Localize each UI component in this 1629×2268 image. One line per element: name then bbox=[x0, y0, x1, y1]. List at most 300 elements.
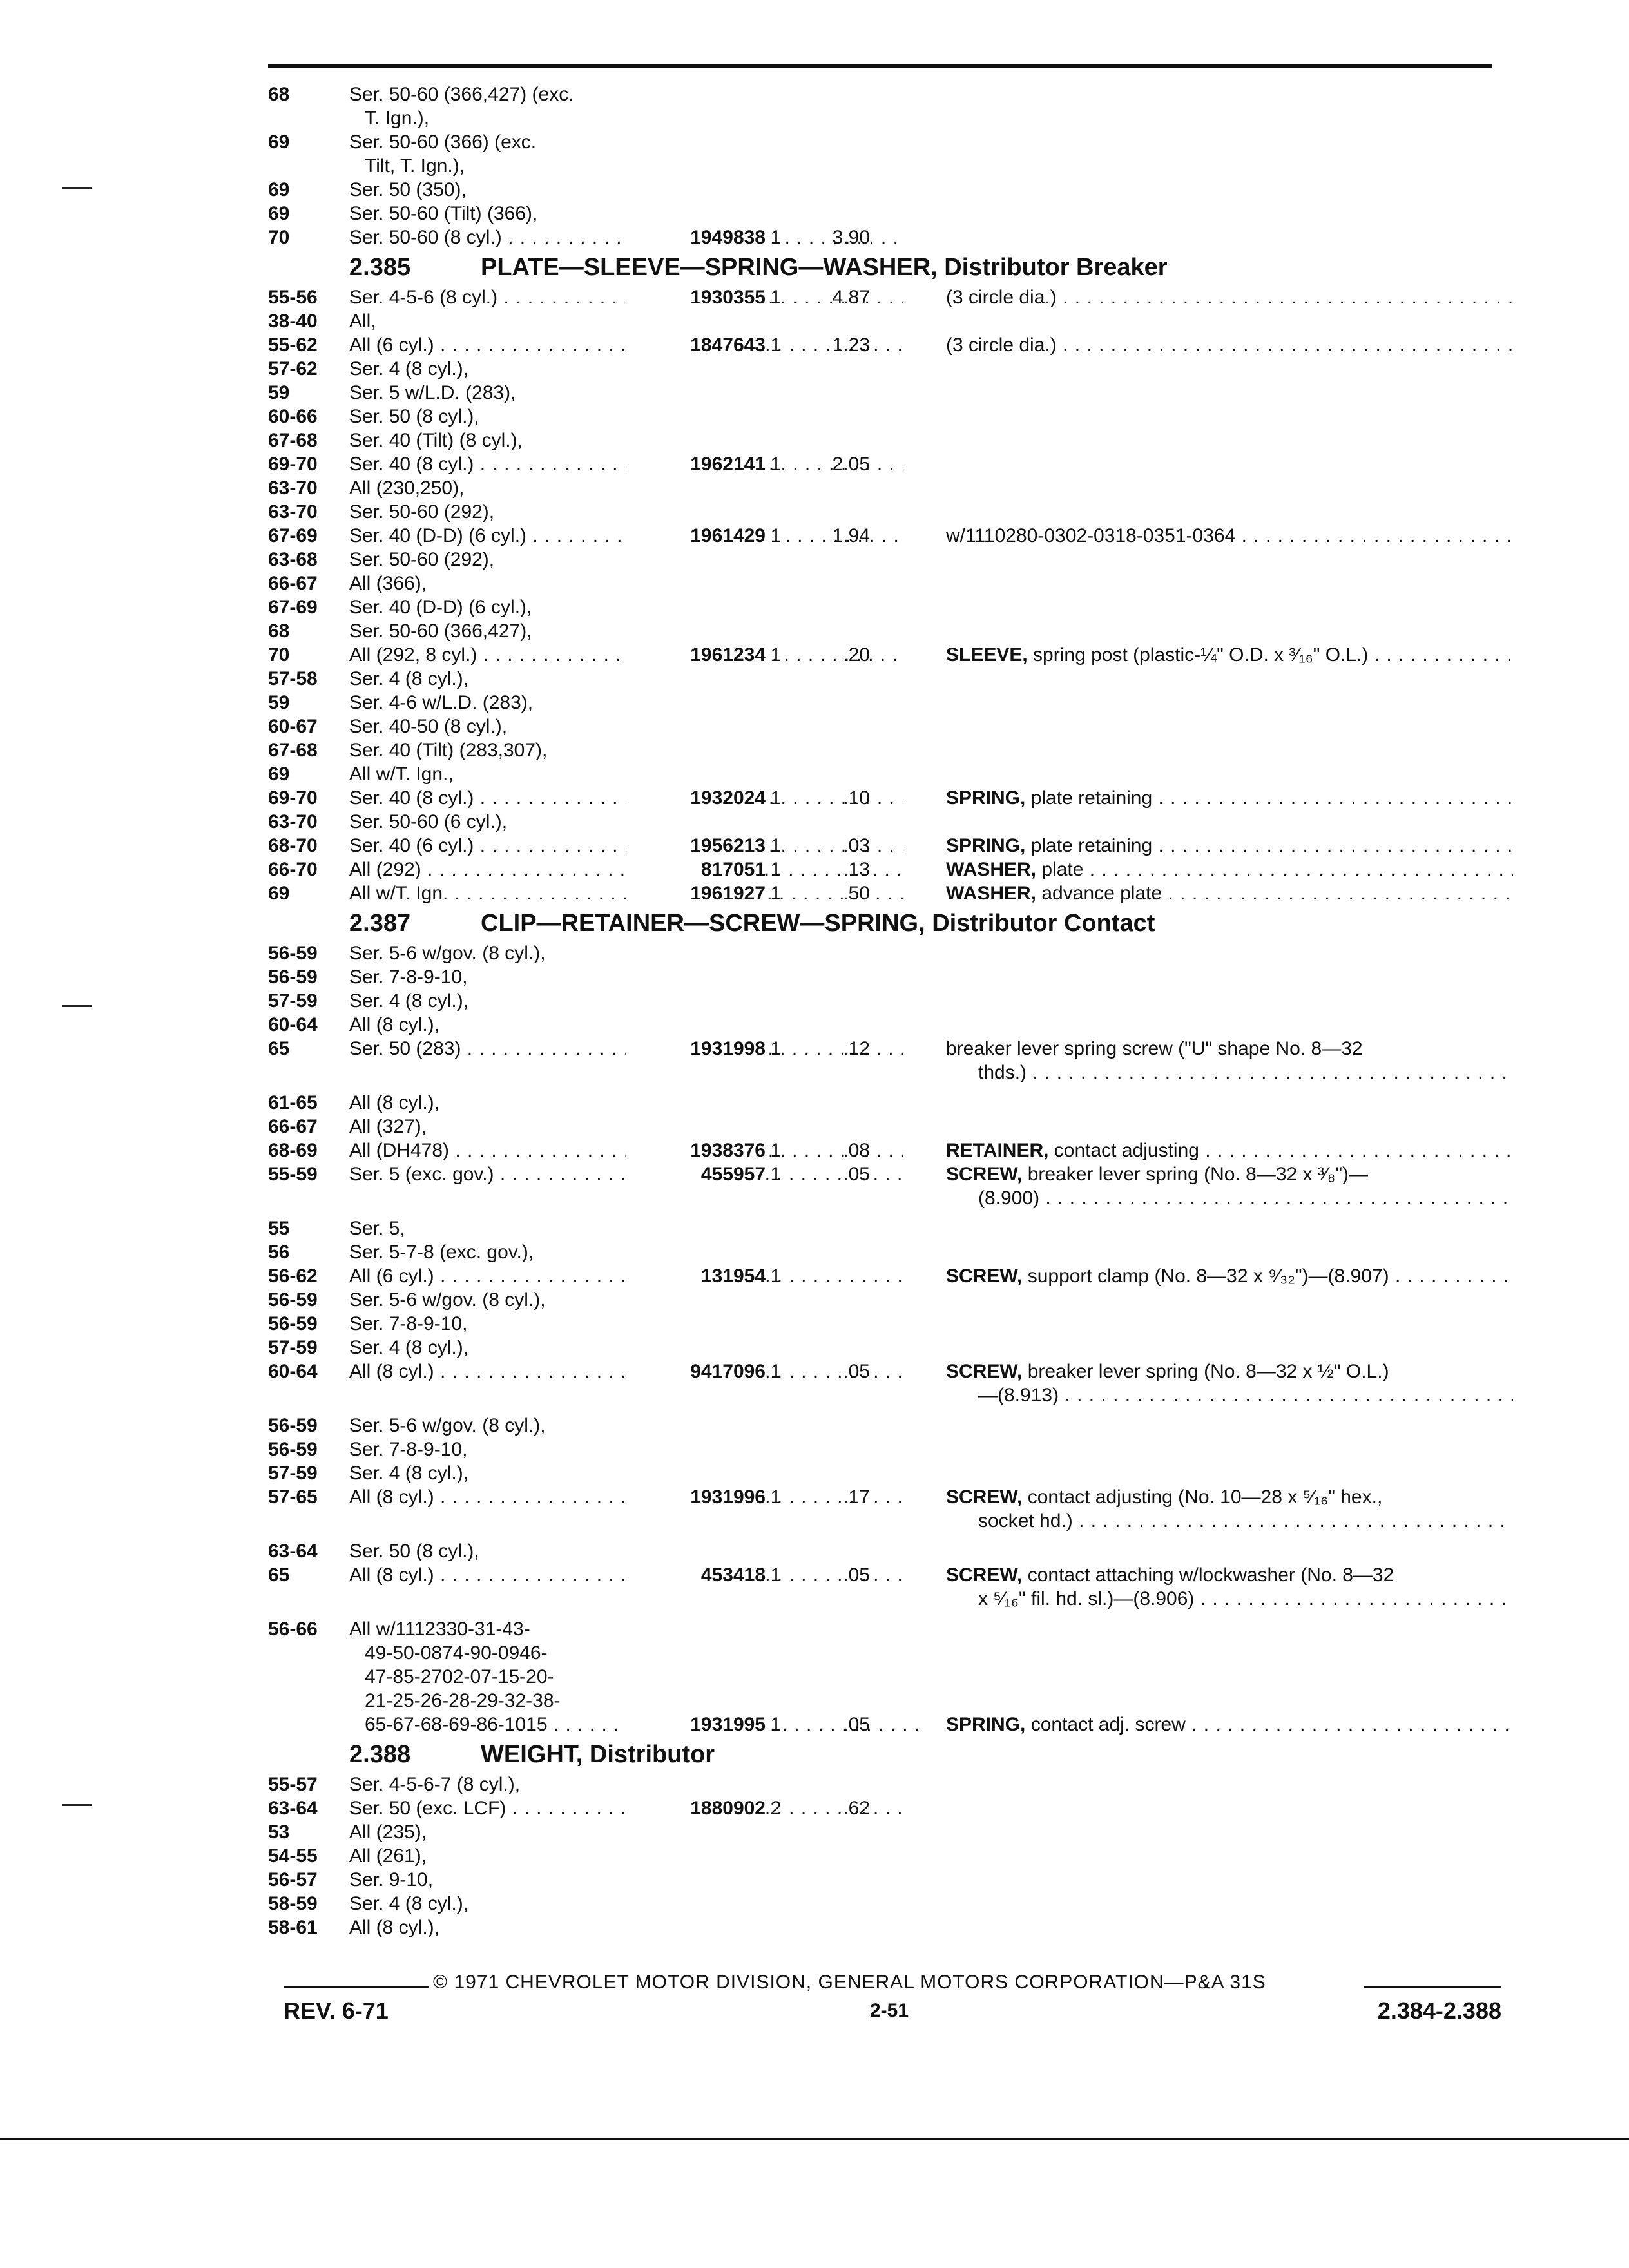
quantity: 1 bbox=[770, 1486, 782, 1508]
model-year: 69 bbox=[268, 131, 290, 153]
model-year: 61-65 bbox=[268, 1092, 318, 1113]
section-number: 2.388 bbox=[349, 1741, 411, 1768]
application: Ser. 40 (8 cyl.) . . . bbox=[349, 786, 903, 810]
table-row bbox=[268, 989, 1512, 1013]
model-year: 55-57 bbox=[268, 1774, 318, 1795]
description bbox=[946, 1162, 1513, 1186]
table-row bbox=[268, 1216, 1512, 1240]
price: 2.05 bbox=[832, 454, 870, 475]
part-name: SCREW, bbox=[946, 1361, 1023, 1382]
application: All (8 cyl.), bbox=[349, 1917, 440, 1938]
application: T. Ign.), bbox=[365, 108, 430, 129]
table-row bbox=[268, 309, 1512, 333]
model-year: 56-59 bbox=[268, 966, 318, 988]
part-number: 1961429 bbox=[626, 524, 766, 548]
quantity: 1 bbox=[770, 787, 782, 809]
description bbox=[946, 1563, 1513, 1587]
table-row bbox=[268, 1665, 1512, 1689]
model-year: 56-62 bbox=[268, 1265, 318, 1287]
part-name: SCREW, bbox=[946, 1564, 1023, 1586]
model-year: 56-57 bbox=[268, 1869, 318, 1890]
quantity: 1 bbox=[770, 835, 782, 856]
model-year: 60-64 bbox=[268, 1361, 318, 1382]
quantity: 1 bbox=[770, 1140, 782, 1161]
application: Ser. 50 (8 cyl.), bbox=[349, 1541, 479, 1562]
table-row bbox=[268, 1773, 1512, 1796]
application: Ser. 50-60 (366) (exc. bbox=[349, 131, 537, 153]
table-row bbox=[268, 1689, 1512, 1713]
model-year: 69-70 bbox=[268, 787, 318, 809]
table-row bbox=[268, 1312, 1512, 1336]
quantity: 1 bbox=[770, 859, 782, 880]
table-row bbox=[268, 1037, 1512, 1061]
table-row bbox=[268, 226, 1512, 249]
quantity: 1 bbox=[770, 227, 782, 248]
part-name: SPRING, bbox=[946, 787, 1026, 809]
price: .08 bbox=[843, 1140, 870, 1161]
application: All (8 cyl.), bbox=[349, 1092, 440, 1113]
description-text: breaker lever spring (No. 8—32 x ³⁄₈")— bbox=[1022, 1164, 1368, 1185]
top-rule bbox=[268, 64, 1492, 68]
section-title: WEIGHT, Distributor bbox=[481, 1741, 715, 1768]
table-row bbox=[268, 1892, 1512, 1916]
page-number: 2-51 bbox=[870, 2000, 909, 2021]
part-name: SLEEVE, bbox=[946, 644, 1028, 666]
table-row bbox=[268, 1360, 1512, 1383]
model-year: 69-70 bbox=[268, 454, 318, 475]
table-row-continuation bbox=[268, 1186, 1512, 1210]
application: Ser. 50 (exc. LCF) . . . bbox=[349, 1796, 903, 1820]
application: 21-25-26-28-29-32-38- bbox=[365, 1690, 561, 1711]
price: .10 bbox=[843, 787, 870, 809]
section-range: 2.384-2.388 bbox=[1377, 1997, 1501, 2024]
model-year: 63-64 bbox=[268, 1541, 318, 1562]
application: All w/1112330-31-43- bbox=[349, 1619, 530, 1640]
table-row-continuation bbox=[268, 1509, 1512, 1533]
table-row bbox=[268, 524, 1512, 548]
part-name: RETAINER, bbox=[946, 1140, 1049, 1161]
table-row bbox=[268, 1115, 1512, 1139]
section-s2388 bbox=[268, 1736, 1512, 1939]
part-number: 1880902 bbox=[626, 1796, 766, 1820]
application: All (6 cyl.) . . . bbox=[349, 333, 903, 357]
table-row bbox=[268, 82, 1512, 106]
part-name: SPRING, bbox=[946, 1714, 1026, 1735]
description-text: contact attaching w/lockwasher (No. 8—32 bbox=[1022, 1564, 1394, 1586]
table-row bbox=[268, 810, 1512, 834]
model-year: 69 bbox=[268, 883, 290, 904]
application: Ser. 9-10, bbox=[349, 1869, 434, 1890]
model-year: 67-68 bbox=[268, 430, 318, 451]
table-row bbox=[268, 1414, 1512, 1437]
table-row bbox=[268, 1264, 1512, 1288]
table-row bbox=[268, 1868, 1512, 1892]
table-row bbox=[268, 500, 1512, 524]
application: Ser. 5-6 w/gov. (8 cyl.), bbox=[349, 1415, 546, 1436]
part-number: 1931996 bbox=[626, 1485, 766, 1509]
application: All (DH478) . . . bbox=[349, 1139, 903, 1162]
application: Ser. 40 (Tilt) (8 cyl.), bbox=[349, 430, 523, 451]
model-year: 70 bbox=[268, 644, 290, 666]
part-name: SCREW, bbox=[946, 1265, 1023, 1287]
model-year: 63-68 bbox=[268, 549, 318, 570]
model-year: 56 bbox=[268, 1242, 290, 1263]
model-year: 57-65 bbox=[268, 1486, 318, 1508]
description-continuation: x ⁵⁄₁₆" fil. hd. sl.)—(8.906) . . . bbox=[978, 1587, 1513, 1611]
description-text: plate retaining bbox=[1025, 787, 1153, 809]
model-year: 57-58 bbox=[268, 668, 318, 689]
table-row bbox=[268, 858, 1512, 881]
part-number: 1961927 bbox=[626, 881, 766, 905]
model-year: 63-64 bbox=[268, 1798, 318, 1819]
part-number: 1956213 bbox=[626, 834, 766, 858]
description bbox=[946, 881, 1513, 905]
table-row bbox=[268, 1336, 1512, 1360]
row-gap bbox=[268, 1210, 1512, 1216]
description-text: plate retaining bbox=[1025, 835, 1153, 856]
model-year: 58-61 bbox=[268, 1917, 318, 1938]
copyright-text: © 1971 CHEVROLET MOTOR DIVISION, GENERAL MOTORS CORPORATION—P&A 31S bbox=[433, 1972, 1266, 1993]
description-continuation: —(8.913) . . . bbox=[978, 1383, 1513, 1407]
application: All (292, 8 cyl.) . . . bbox=[349, 643, 903, 667]
model-year: 70 bbox=[268, 227, 290, 248]
model-year: 66-67 bbox=[268, 1116, 318, 1137]
application: All (366), bbox=[349, 573, 427, 594]
application: Ser. 4-5-6-7 (8 cyl.), bbox=[349, 1774, 521, 1795]
application: All (292) . . . bbox=[349, 858, 903, 881]
description bbox=[946, 333, 1513, 357]
table-row bbox=[268, 452, 1512, 476]
footer-row bbox=[284, 1997, 1501, 2030]
application: Ser. 50 (8 cyl.), bbox=[349, 406, 479, 427]
quantity: 1 bbox=[770, 287, 782, 308]
table-row bbox=[268, 715, 1512, 738]
description bbox=[946, 1485, 1513, 1509]
quantity: 1 bbox=[770, 1164, 782, 1185]
section-number: 2.385 bbox=[349, 254, 411, 281]
application: All (6 cyl.) . . . bbox=[349, 1264, 903, 1288]
application: Ser. 4-6 w/L.D. (283), bbox=[349, 692, 534, 713]
table-row bbox=[268, 1288, 1512, 1312]
model-year: 63-70 bbox=[268, 501, 318, 523]
model-year: 66-67 bbox=[268, 573, 318, 594]
revision-label: REV. 6-71 bbox=[284, 1997, 389, 2024]
table-row bbox=[268, 762, 1512, 786]
application: Ser. 50-60 (292), bbox=[349, 501, 495, 523]
model-year: 38-40 bbox=[268, 311, 318, 332]
table-row bbox=[268, 1916, 1512, 1939]
application: Ser. 50 (350), bbox=[349, 179, 467, 200]
model-year: 63-70 bbox=[268, 811, 318, 832]
application: Ser. 4 (8 cyl.), bbox=[349, 358, 469, 380]
margin-tick bbox=[62, 1005, 92, 1007]
description-text: contact adjusting (No. 10—28 x ⁵⁄₁₆" hex., bbox=[1022, 1486, 1383, 1508]
application: All (8 cyl.) . . . bbox=[349, 1360, 903, 1383]
table-row bbox=[268, 1563, 1512, 1587]
application: 65-67-68-69-86-1015 . . . bbox=[365, 1713, 919, 1736]
part-number: 1938376 bbox=[626, 1139, 766, 1162]
price: .05 bbox=[843, 1361, 870, 1382]
model-year: 53 bbox=[268, 1821, 290, 1843]
table-row bbox=[268, 1013, 1512, 1037]
application: Ser. 50 (283) . . . bbox=[349, 1037, 903, 1061]
model-year: 67-68 bbox=[268, 740, 318, 761]
table-row bbox=[268, 1240, 1512, 1264]
model-year: 60-66 bbox=[268, 406, 318, 427]
model-year: 59 bbox=[268, 692, 290, 713]
table-row bbox=[268, 691, 1512, 715]
description-text: (3 circle dia.) bbox=[946, 287, 1057, 308]
model-year: 69 bbox=[268, 179, 290, 200]
application: Ser. 50-60 (366,427), bbox=[349, 620, 532, 642]
model-year: 63-70 bbox=[268, 477, 318, 499]
application: Ser. 5-6 w/gov. (8 cyl.), bbox=[349, 1289, 546, 1311]
part-number: 1931995 bbox=[626, 1713, 766, 1736]
application: Ser. 7-8-9-10, bbox=[349, 1313, 468, 1334]
table-row-continuation bbox=[268, 1383, 1512, 1407]
model-year: 55-59 bbox=[268, 1164, 318, 1185]
application: All w/T. Ign. . . . bbox=[349, 881, 903, 905]
model-year: 67-69 bbox=[268, 597, 318, 618]
model-year: 56-59 bbox=[268, 943, 318, 964]
description-text: spring post (plastic-¼" O.D. x ³⁄₁₆" O.L.) bbox=[1027, 644, 1369, 666]
quantity: 1 bbox=[770, 883, 782, 904]
table-row bbox=[268, 1437, 1512, 1461]
bottom-rule bbox=[0, 2138, 1629, 2140]
table-row bbox=[268, 381, 1512, 405]
model-year: 68-69 bbox=[268, 1140, 318, 1161]
section-cont-2384 bbox=[268, 82, 1512, 249]
application: 47-85-2702-07-15-20- bbox=[365, 1666, 554, 1687]
row-gap bbox=[268, 1533, 1512, 1539]
description-text: contact adj. screw bbox=[1025, 1714, 1186, 1735]
section-title: CLIP—RETAINER—SCREW—SPRING, Distributor Contact bbox=[481, 910, 1155, 937]
application: Ser. 5 (exc. gov.) . . . bbox=[349, 1162, 903, 1186]
section-heading bbox=[268, 905, 1512, 941]
description-continuation: thds.) . . . bbox=[978, 1061, 1513, 1084]
application: Ser. 7-8-9-10, bbox=[349, 966, 468, 988]
description bbox=[946, 1139, 1513, 1162]
application: Ser. 40 (D-D) (6 cyl.), bbox=[349, 597, 532, 618]
application: All (327), bbox=[349, 1116, 427, 1137]
application: Ser. 5-7-8 (exc. gov.), bbox=[349, 1242, 534, 1263]
description-text: plate bbox=[1036, 859, 1084, 880]
table-row bbox=[268, 154, 1512, 178]
description-continuation: (8.900) . . . bbox=[978, 1186, 1513, 1210]
table-row bbox=[268, 1162, 1512, 1186]
application: Ser. 40 (8 cyl.) . . . bbox=[349, 452, 903, 476]
price: .20 bbox=[843, 644, 870, 666]
description bbox=[946, 643, 1513, 667]
table-row bbox=[268, 667, 1512, 691]
part-number: 1932024 bbox=[626, 786, 766, 810]
part-name: SPRING, bbox=[946, 835, 1026, 856]
price: .62 bbox=[843, 1798, 870, 1819]
model-year: 56-59 bbox=[268, 1415, 318, 1436]
price: .13 bbox=[843, 859, 870, 880]
table-row bbox=[268, 1641, 1512, 1665]
part-number: 1931998 bbox=[626, 1037, 766, 1061]
quantity: 1 bbox=[770, 1361, 782, 1382]
application: All (230,250), bbox=[349, 477, 465, 499]
application: Ser. 40 (6 cyl.) . . . bbox=[349, 834, 903, 858]
copyright-line bbox=[284, 1972, 1501, 1997]
quantity: 1 bbox=[770, 1265, 782, 1287]
table-row bbox=[268, 941, 1512, 965]
description-text: (3 circle dia.) bbox=[946, 334, 1057, 356]
price: .05 bbox=[843, 1714, 870, 1735]
application: Ser. 40 (D-D) (6 cyl.) . . . bbox=[349, 524, 903, 548]
description-text: w/1110280-0302-0318-0351-0364 bbox=[946, 525, 1236, 546]
part-number: 1847643 bbox=[626, 333, 766, 357]
margin-tick bbox=[62, 1804, 92, 1806]
margin-tick bbox=[62, 187, 92, 189]
model-year: 60-67 bbox=[268, 716, 318, 737]
quantity: 1 bbox=[770, 1038, 782, 1059]
model-year: 56-66 bbox=[268, 1619, 318, 1640]
table-row bbox=[268, 476, 1512, 500]
model-year: 56-59 bbox=[268, 1313, 318, 1334]
application: Ser. 4 (8 cyl.), bbox=[349, 1463, 469, 1484]
quantity: 1 bbox=[770, 1564, 782, 1586]
application: All, bbox=[349, 311, 376, 332]
section-s2385 bbox=[268, 249, 1512, 905]
table-row bbox=[268, 106, 1512, 130]
table-row bbox=[268, 572, 1512, 595]
table-row bbox=[268, 1820, 1512, 1844]
application: All w/T. Ign., bbox=[349, 764, 454, 785]
part-name: SCREW, bbox=[946, 1486, 1023, 1508]
model-year: 68 bbox=[268, 620, 290, 642]
table-row bbox=[268, 643, 1512, 667]
row-gap bbox=[268, 1084, 1512, 1091]
description-text: breaker lever spring (No. 8—32 x ½" O.L.) bbox=[1022, 1361, 1389, 1382]
table-row bbox=[268, 202, 1512, 226]
description bbox=[946, 834, 1513, 858]
description bbox=[946, 858, 1513, 881]
table-row bbox=[268, 786, 1512, 810]
table-row bbox=[268, 1713, 1512, 1736]
model-year: 69 bbox=[268, 764, 290, 785]
table-row bbox=[268, 130, 1512, 154]
table-row bbox=[268, 738, 1512, 762]
description-text: contact adjusting bbox=[1048, 1140, 1199, 1161]
application: Ser. 50-60 (Tilt) (366), bbox=[349, 203, 538, 224]
model-year: 69 bbox=[268, 203, 290, 224]
price: .05 bbox=[843, 1164, 870, 1185]
section-heading bbox=[268, 249, 1512, 285]
description bbox=[946, 786, 1513, 810]
part-number: 817051 bbox=[626, 858, 766, 881]
price: .12 bbox=[843, 1038, 870, 1059]
quantity: 1 bbox=[770, 644, 782, 666]
application: Tilt, T. Ign.), bbox=[365, 155, 465, 177]
section-title: PLATE—SLEEVE—SPRING—WASHER, Distributor Breaker bbox=[481, 254, 1168, 281]
table-row bbox=[268, 1617, 1512, 1641]
table-row bbox=[268, 1461, 1512, 1485]
application: Ser. 5, bbox=[349, 1218, 405, 1239]
quantity: 1 bbox=[770, 454, 782, 475]
part-number: 1961234 bbox=[626, 643, 766, 667]
quantity: 1 bbox=[770, 525, 782, 546]
description bbox=[946, 285, 1513, 309]
application: Ser. 50-60 (8 cyl.) . . . bbox=[349, 226, 903, 249]
table-row bbox=[268, 595, 1512, 619]
price: 1.94 bbox=[832, 525, 870, 546]
price: 3.90 bbox=[832, 227, 870, 248]
table-row bbox=[268, 619, 1512, 643]
model-year: 56-59 bbox=[268, 1289, 318, 1311]
table-row bbox=[268, 178, 1512, 202]
price: .17 bbox=[843, 1486, 870, 1508]
footer-rule-right bbox=[1364, 1986, 1501, 1988]
model-year: 66-70 bbox=[268, 859, 318, 880]
description bbox=[946, 1037, 1513, 1061]
model-year: 57-59 bbox=[268, 1337, 318, 1358]
section-number: 2.387 bbox=[349, 910, 411, 937]
part-number: 455957 bbox=[626, 1162, 766, 1186]
model-year: 65 bbox=[268, 1038, 290, 1059]
table-row bbox=[268, 1091, 1512, 1115]
part-number: 9417096 bbox=[626, 1360, 766, 1383]
footer-rule-left bbox=[284, 1986, 429, 1988]
table-row bbox=[268, 357, 1512, 381]
parts-list bbox=[268, 82, 1512, 1939]
description-text: advance plate bbox=[1036, 883, 1162, 904]
section-heading bbox=[268, 1736, 1512, 1773]
application: Ser. 5-6 w/gov. (8 cyl.), bbox=[349, 943, 546, 964]
description-text: breaker lever spring screw ("U" shape No. 8—32 bbox=[946, 1038, 1363, 1059]
part-name: SCREW, bbox=[946, 1164, 1023, 1185]
part-name: WASHER, bbox=[946, 883, 1037, 904]
part-number: 453418 bbox=[626, 1563, 766, 1587]
table-row bbox=[268, 834, 1512, 858]
price: .50 bbox=[843, 883, 870, 904]
application: 49-50-0874-90-0946- bbox=[365, 1642, 548, 1664]
application: Ser. 5 w/L.D. (283), bbox=[349, 382, 516, 403]
table-row bbox=[268, 1796, 1512, 1820]
model-year: 56-59 bbox=[268, 1439, 318, 1460]
quantity: 2 bbox=[770, 1798, 782, 1819]
description bbox=[946, 1713, 1513, 1736]
model-year: 57-59 bbox=[268, 1463, 318, 1484]
description-continuation: socket hd.) . . . bbox=[978, 1509, 1513, 1533]
model-year: 68-70 bbox=[268, 835, 318, 856]
application: Ser. 4-5-6 (8 cyl.) . . . bbox=[349, 285, 903, 309]
application: All (235), bbox=[349, 1821, 427, 1843]
table-row-continuation bbox=[268, 1061, 1512, 1084]
application: All (8 cyl.) . . . bbox=[349, 1485, 903, 1509]
part-number: 1949838 bbox=[626, 226, 766, 249]
table-row bbox=[268, 548, 1512, 572]
part-number: 131954 bbox=[626, 1264, 766, 1288]
price: .05 bbox=[843, 1564, 870, 1586]
description bbox=[946, 524, 1513, 548]
application: Ser. 4 (8 cyl.), bbox=[349, 990, 469, 1012]
application: Ser. 4 (8 cyl.), bbox=[349, 1893, 469, 1914]
description bbox=[946, 1360, 1513, 1383]
model-year: 57-62 bbox=[268, 358, 318, 380]
quantity: 1 bbox=[770, 1714, 782, 1735]
row-gap bbox=[268, 1407, 1512, 1414]
model-year: 60-64 bbox=[268, 1014, 318, 1035]
page-footer bbox=[284, 1972, 1501, 2030]
application: Ser. 50-60 (6 cyl.), bbox=[349, 811, 508, 832]
table-row bbox=[268, 285, 1512, 309]
model-year: 65 bbox=[268, 1564, 290, 1586]
row-gap bbox=[268, 1611, 1512, 1617]
section-s2387 bbox=[268, 905, 1512, 1736]
